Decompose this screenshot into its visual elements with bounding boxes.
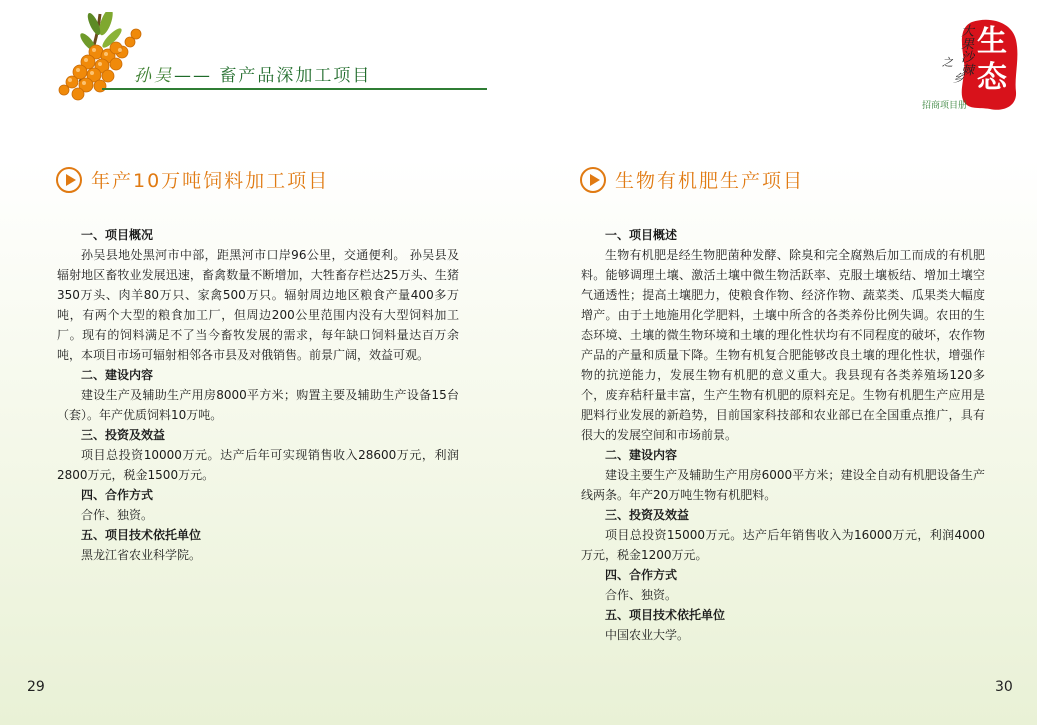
play-circle-icon <box>580 167 606 193</box>
left-section-heading <box>56 166 329 193</box>
page-header <box>50 12 450 102</box>
left-section-title: 年产10万吨饲料加工项目 <box>91 170 330 192</box>
right-section-title: 生物有机肥生产项目 <box>615 170 805 192</box>
header-title-text: 畜产品深加工项目 <box>219 66 372 86</box>
right-subheading-overview: 一、项目概述 <box>605 228 678 242</box>
left-paragraph-cooperation: 合作、独资。 <box>81 508 154 522</box>
seal-zhi: 之 <box>942 56 953 69</box>
right-subheading-investment: 三、投资及效益 <box>605 508 690 522</box>
left-subheading-tech-unit: 五、项目技术依托单位 <box>81 528 202 542</box>
right-subheading-construction: 二、建设内容 <box>605 448 678 462</box>
header-calligraphy: 孙吴 <box>134 66 174 86</box>
left-subheading-construction: 二、建设内容 <box>81 368 154 382</box>
left-paragraph-tech-unit: 黑龙江省农业科学院。 <box>81 548 202 562</box>
seal-caption: 招商项目册 <box>922 101 968 111</box>
seal-calligraphy: 大果沙棘 <box>958 24 973 76</box>
page-number-left: 29 <box>27 679 45 695</box>
header-title <box>134 61 371 86</box>
right-paragraph-overview: 生物有机肥是经生物肥菌种发酵、除臭和完全腐熟后加工而成的有机肥料。能够调理土壤、激活土壤中微生物活跃率、克服土壤板结、增加土壤空气通透性；提高土壤肥力，使粮食作物、经济作物、蔬菜类、瓜果类大幅度增产。由于土地施用化学肥料，土壤中所含的各类养份比例失调。农田的生态环境、土壤的微生物环境和土壤的理化性状均有不同程度的破坏，农作物产品的产量和质量下降。生物有机复合肥能够改良土壤的理化性状，增强作物的抗逆能力，发展生物有机肥的意义重大。我县现有各类养殖场120多个，废弃秸秆量丰富，生产生物有机肥的原料充足。生物有机肥生产应用是肥料行业发展的新趋势，目前国家科技部和农业部已在全国重点推广，具有很大的发展空间和市场前景。 <box>581 248 985 442</box>
header-dash: —— <box>174 66 212 86</box>
seal-big-chars: 生态 <box>977 24 1007 95</box>
page-number-right: 30 <box>995 679 1013 695</box>
right-paragraph-construction: 建设主要生产及辅助生产用房6000平方米；建设全自动有机肥设备生产线两条。年产20万吨生物有机肥料。 <box>581 468 985 502</box>
right-paragraph-cooperation: 合作、独资。 <box>605 588 678 602</box>
right-paragraph-tech-unit: 中国农业大学。 <box>605 628 690 642</box>
right-subheading-tech-unit: 五、项目技术依托单位 <box>605 608 726 622</box>
seal-xiang: 乡 <box>953 72 964 85</box>
header-rule <box>102 88 487 90</box>
right-subheading-cooperation: 四、合作方式 <box>605 568 678 582</box>
right-section-heading <box>580 166 804 193</box>
left-column-body <box>57 225 459 565</box>
left-paragraph-investment: 项目总投资10000万元。达产后年可实现销售收入28600万元，利润2800万元，税金1500万元。 <box>57 448 459 482</box>
ecology-seal <box>920 14 1020 114</box>
left-subheading-investment: 三、投资及效益 <box>81 428 166 442</box>
right-paragraph-investment: 项目总投资15000万元。达产后年销售收入为16000万元，利润4000万元，税金1200万元。 <box>581 528 985 562</box>
left-subheading-overview: 一、项目概况 <box>81 228 154 242</box>
left-paragraph-construction: 建设生产及辅助生产用房8000平方米；购置主要及辅助生产设备15台（套）。年产优质饲料10万吨。 <box>57 388 459 422</box>
left-subheading-cooperation: 四、合作方式 <box>81 488 154 502</box>
right-column-body <box>581 225 985 645</box>
play-circle-icon <box>56 167 82 193</box>
left-paragraph-overview: 孙吴县地处黑河市中部，距黑河市口岸96公里，交通便利。 孙吴县及辐射地区畜牧业发展迅速，畜禽数量不断增加，大牲畜存栏达25万头、生猪350万头、肉羊80万只、家禽500万只。辐射周边地区粮食产量400多万吨，有两个大型的粮食加工厂，但周边200公里范围内没有大型饲料加工厂。现有的饲料满足不了当今畜牧发展的需求，每年缺口饲料量达百万余吨，本项目市场可辐射相邻各市县及对俄销售。前景广阔，效益可观。 <box>57 248 459 362</box>
